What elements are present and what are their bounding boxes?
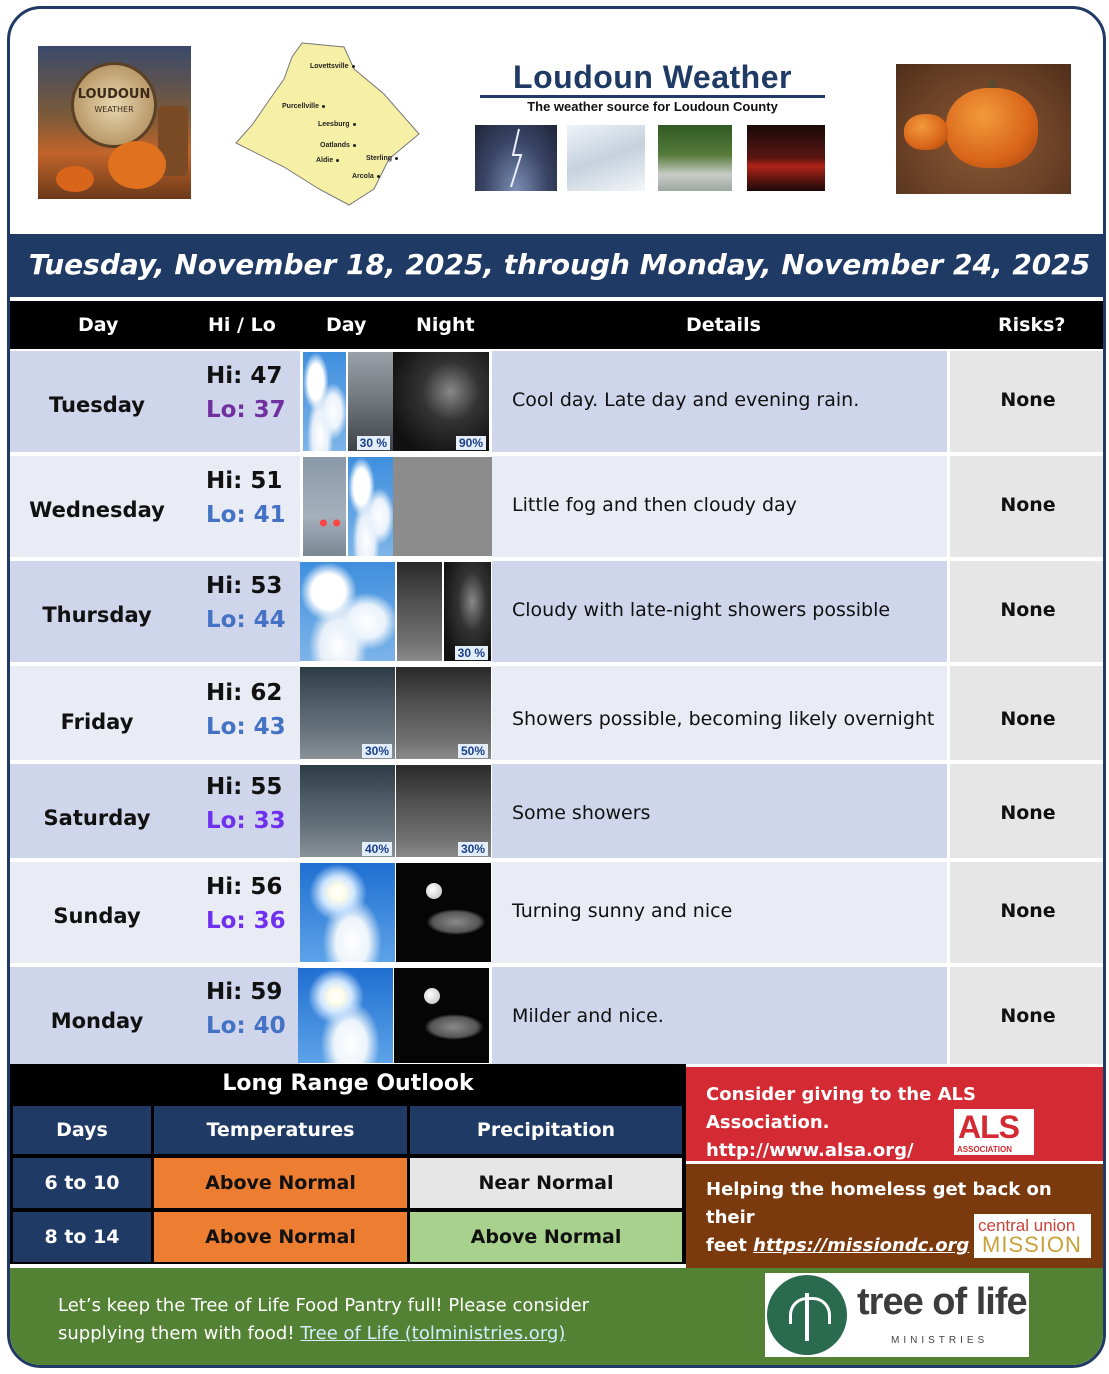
clear-night-icon <box>394 968 489 1063</box>
day-showers-icon <box>300 765 395 857</box>
snow-trees-photo <box>567 125 645 191</box>
col-day: Day <box>78 314 119 336</box>
flood-creek-photo <box>658 125 732 191</box>
loudoun-county-map <box>224 39 424 209</box>
col-details: Details <box>686 314 761 336</box>
details-cell <box>492 351 947 452</box>
mission-logo-line2: MISSION <box>982 1232 1082 1257</box>
brand-title: Loudoun Weather <box>480 59 825 98</box>
flyer-frame <box>7 6 1106 1368</box>
small-pumpkin-icon <box>904 114 948 150</box>
low-temp: Lo: 44 <box>206 607 286 633</box>
risk-cell <box>950 862 1106 963</box>
sunny-sky-icon <box>300 863 395 962</box>
outlook-days-cell <box>13 1212 151 1262</box>
cloudy-night-icon <box>397 562 442 661</box>
outlook-header-text: Temperatures <box>206 1119 355 1141</box>
night-precip-chance: 50% <box>458 744 488 758</box>
risk-cell <box>950 456 1106 557</box>
night-rain-icon <box>444 562 491 661</box>
low-temp: Lo: 33 <box>206 808 286 834</box>
day-name: Tuesday <box>49 393 145 417</box>
small-pumpkin-icon <box>56 166 94 192</box>
tree-of-life-link[interactable]: Tree of Life (tolministries.org) <box>300 1323 566 1344</box>
details-cell <box>492 456 947 557</box>
outlook-precip-text: Above Normal <box>470 1226 622 1248</box>
mission-prefix: feet <box>706 1235 754 1256</box>
outlook-header-text: Precipitation <box>476 1119 616 1141</box>
mission-message: Helping the homeless get back on their <box>706 1179 1052 1228</box>
details-text: Cloudy with late-night showers possible <box>512 599 891 621</box>
cloudy-night-icon <box>393 457 492 556</box>
tree-of-life-logo <box>765 1273 1029 1357</box>
day-precip-chance: 30 % <box>357 436 390 450</box>
night-precip-chance: 30 % <box>455 646 488 660</box>
pumpkin-icon <box>946 88 1038 168</box>
forecast-table-header <box>10 301 1106 349</box>
long-range-outlook-header <box>10 1064 686 1106</box>
tree-of-life-logo-sub: MINISTRIES <box>891 1335 989 1346</box>
cloudy-sky-icon <box>348 457 393 556</box>
map-town: Arcola <box>352 173 374 180</box>
forecast-row-friday <box>10 666 1106 760</box>
outlook-temp-cell <box>154 1158 407 1208</box>
details-cell <box>492 561 947 662</box>
details-cell <box>492 967 947 1064</box>
night-showers-icon <box>396 667 491 759</box>
red-sunset-photo <box>747 125 825 191</box>
day-showers-icon <box>300 667 395 759</box>
night-precip-chance: 30% <box>458 842 488 856</box>
high-temp: Hi: 55 <box>206 774 283 800</box>
als-donation-box <box>686 1067 1106 1161</box>
loudoun-weather-logo-image <box>38 46 191 199</box>
logo-seal-text: LOUDOUN <box>77 87 151 102</box>
outlook-header-text: Days <box>56 1119 108 1141</box>
long-range-outlook-table <box>10 1106 686 1264</box>
outlook-days-text: 8 to 14 <box>44 1226 120 1248</box>
moon-icon <box>424 988 440 1004</box>
night-precip-chance: 90% <box>456 436 486 450</box>
map-town: Sterling <box>366 155 393 162</box>
lightning-photo <box>475 125 557 191</box>
forecast-row-thursday <box>10 561 1106 662</box>
details-text: Little fog and then cloudy day <box>512 494 797 516</box>
date-range-text: Tuesday, November 18, 2025, through Monday, November 24, 2025 <box>28 248 1091 281</box>
day-precip-chance: 30% <box>362 744 392 758</box>
outlook-header-temperatures <box>154 1106 407 1154</box>
high-temp: Hi: 62 <box>206 680 283 706</box>
high-temp: Hi: 59 <box>206 979 283 1005</box>
col-risks: Risks? <box>998 314 1066 336</box>
day-precip-chance: 40% <box>362 842 392 856</box>
cloudy-sky-icon <box>303 352 346 451</box>
col-night-image: Night <box>416 314 475 336</box>
mission-link[interactable]: https://missiondc.org <box>753 1235 970 1256</box>
low-temp: Lo: 37 <box>206 397 286 423</box>
risk-cell <box>950 351 1106 452</box>
risk-cell <box>950 967 1106 1064</box>
details-text: Cool day. Late day and evening rain. <box>512 389 860 411</box>
risk-text: None <box>1000 599 1056 621</box>
als-association-logo <box>954 1109 1034 1155</box>
outlook-temp-text: Above Normal <box>205 1172 356 1194</box>
mission-donation-box <box>686 1164 1106 1268</box>
day-name: Thursday <box>42 603 152 627</box>
brand-subtitle: The weather source for Loudoun County <box>527 99 778 114</box>
low-temp: Lo: 36 <box>206 908 286 934</box>
forecast-row-sunday <box>10 862 1106 963</box>
als-logo-text: ALS <box>958 1109 1019 1145</box>
map-town: Oatlands <box>320 142 350 149</box>
risk-cell <box>950 666 1106 760</box>
forecast-row-wednesday <box>10 456 1106 557</box>
day-name: Friday <box>60 710 134 734</box>
food-pantry-footer <box>10 1268 1106 1368</box>
day-name: Sunday <box>53 904 141 928</box>
als-link[interactable]: http://www.alsa.org/ <box>706 1140 914 1161</box>
map-town: Purcellville <box>282 103 319 110</box>
risk-text: None <box>1000 494 1056 516</box>
low-temp: Lo: 41 <box>206 502 286 528</box>
cloud-icon <box>424 1014 484 1040</box>
details-cell <box>492 862 947 963</box>
high-temp: Hi: 47 <box>206 363 283 389</box>
risk-text: None <box>1000 900 1056 922</box>
als-message: Consider giving to the ALS Association. <box>706 1084 976 1133</box>
outlook-temp-text: Above Normal <box>205 1226 356 1248</box>
footer-message: Let’s keep the Tree of Life Food Pantry full! Please consider supplying them with food! <box>58 1295 590 1344</box>
col-hilo: Hi / Lo <box>208 314 276 336</box>
clear-night-icon <box>396 863 491 962</box>
als-logo-subtext: ASSOCIATION <box>957 1145 1012 1154</box>
high-temp: Hi: 53 <box>206 573 283 599</box>
fog-icon <box>303 457 346 556</box>
details-text: Milder and nice. <box>512 1005 664 1027</box>
logo-seal <box>71 62 157 148</box>
map-town: Leesburg <box>318 121 350 128</box>
cloud-icon <box>426 909 486 935</box>
date-range-banner <box>10 234 1106 297</box>
outlook-days-cell <box>13 1158 151 1208</box>
high-temp: Hi: 51 <box>206 468 283 494</box>
footer-text <box>58 1292 658 1348</box>
risk-text: None <box>1000 1005 1056 1027</box>
outlook-precip-cell <box>410 1212 682 1262</box>
tree-icon <box>767 1275 847 1355</box>
outlook-header-days <box>13 1106 151 1154</box>
risk-text: None <box>1000 389 1056 411</box>
risk-cell <box>950 561 1106 662</box>
cloudy-sky-icon <box>300 562 395 661</box>
pumpkin-photo <box>896 64 1071 194</box>
low-temp: Lo: 40 <box>206 1013 286 1039</box>
day-name: Monday <box>50 1009 144 1033</box>
lightning-bolt-icon <box>475 125 557 191</box>
map-town: Lovettsville <box>310 63 349 70</box>
mission-logo-line1: central union <box>978 1216 1076 1235</box>
outlook-header-precipitation <box>410 1106 682 1154</box>
night-showers-icon <box>396 765 491 857</box>
details-text: Some showers <box>512 802 651 824</box>
low-temp: Lo: 43 <box>206 714 286 740</box>
outlook-precip-text: Near Normal <box>478 1172 614 1194</box>
details-cell <box>492 764 947 858</box>
outlook-precip-cell <box>410 1158 682 1208</box>
risk-cell <box>950 764 1106 858</box>
risk-text: None <box>1000 802 1056 824</box>
pumpkin-icon <box>108 141 166 189</box>
high-temp: Hi: 56 <box>206 874 283 900</box>
logo-seal-subtext: WEATHER <box>94 105 134 114</box>
forecast-row-saturday <box>10 764 1106 858</box>
map-town: Aldie <box>316 157 334 164</box>
risk-text: None <box>1000 708 1056 730</box>
outlook-days-text: 6 to 10 <box>44 1172 120 1194</box>
tree-of-life-logo-name: tree of life <box>857 1281 1027 1323</box>
details-cell <box>492 666 947 760</box>
car-lights-icon <box>319 519 341 527</box>
details-text: Turning sunny and nice <box>512 900 733 922</box>
rain-road-icon <box>348 352 393 451</box>
forecast-row-tuesday <box>10 351 1106 452</box>
col-day-image: Day <box>326 314 367 336</box>
long-range-outlook-title: Long Range Outlook <box>222 1071 474 1096</box>
forecast-row-monday <box>10 967 1106 1064</box>
night-rain-icon <box>393 352 489 451</box>
central-union-mission-logo <box>974 1214 1091 1258</box>
day-name: Saturday <box>43 806 151 830</box>
moon-icon <box>426 883 442 899</box>
sunny-sky-icon <box>298 968 393 1063</box>
outlook-temp-cell <box>154 1212 407 1262</box>
day-name: Wednesday <box>29 498 165 522</box>
details-text: Showers possible, becoming likely overnight <box>512 708 935 730</box>
